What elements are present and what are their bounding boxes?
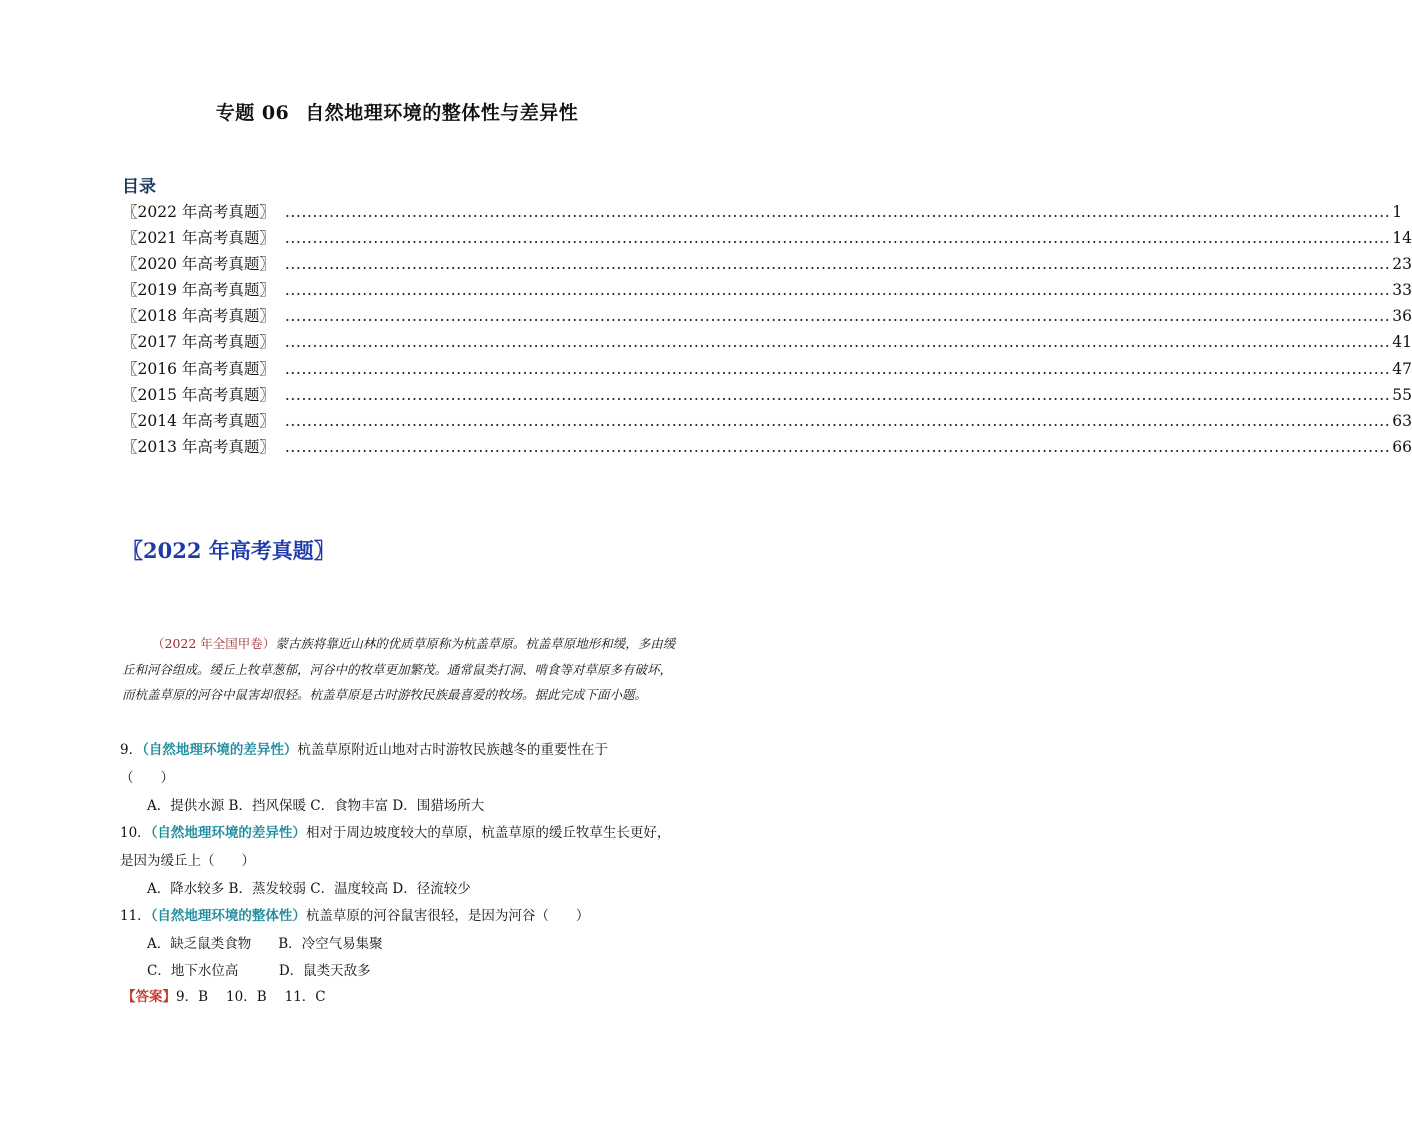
- answer-label: 【答案】: [122, 989, 176, 1005]
- question-text: 杭盖草原附近山地对古时游牧民族越冬的重要性在于: [297, 742, 608, 758]
- toc-entry[interactable]: [122, 409, 1412, 435]
- answer-value: 11．C: [284, 989, 326, 1005]
- question-text: 杭盖草原的河谷鼠害很轻，是因为河谷（ ）: [305, 908, 590, 924]
- toc-leader-dots: ........................................................................................................................................................................................................: [284, 307, 1391, 326]
- toc-leader-dots: ........................................................................................................................................................................................................: [284, 385, 1391, 404]
- toc-entry[interactable]: [122, 383, 1412, 409]
- toc-entry-label: 〖2019 年高考真题〗: [122, 281, 275, 300]
- toc-entry-page: 47: [1392, 359, 1412, 378]
- toc-entry[interactable]: [122, 226, 1412, 252]
- toc-entry[interactable]: [122, 330, 1412, 356]
- table-of-contents: [122, 200, 1412, 461]
- title-text: 自然地理环境的整体性与差异性: [305, 102, 579, 124]
- question-number: 11．: [120, 908, 151, 924]
- question-source: （2022 年全国甲卷）: [152, 636, 276, 651]
- intro-text: 蒙古族将靠近山林的优质草原称为杭盖草原。杭盖草原地形和缓，多由缓丘和河谷组成。缓丘上牧草葱郁，河谷中的牧草更加繁茂。通常鼠类打洞、啃食等对草原多有破坏，而杭盖草原的河谷中鼠害却很轻。杭盖草原是古时游牧民族最喜爱的牧场。据此完成下面小题。: [122, 636, 676, 703]
- toc-leader-dots: ........................................................................................................................................................................................................: [284, 281, 1391, 300]
- toc-entry[interactable]: [122, 435, 1412, 461]
- toc-leader-dots: ........................................................................................................................................................................................................: [284, 333, 1391, 352]
- question-text: 相对于周边坡度较大的草原，杭盖草原的缓丘牧草生长更好，: [305, 825, 671, 841]
- question-number: 9．: [120, 742, 143, 758]
- document-title: [0, 98, 794, 125]
- toc-entry-label: 〖2015 年高考真题〗: [122, 385, 275, 404]
- toc-entry-page: 55: [1392, 385, 1412, 404]
- toc-leader-dots: ........................................................................................................................................................................................................: [284, 255, 1391, 274]
- question-intro-paragraph: [122, 631, 682, 708]
- toc-entry-page: 63: [1392, 411, 1412, 430]
- toc-entry-label: 〖2014 年高考真题〗: [122, 411, 275, 430]
- section-heading: 〖2022 年高考真题〗: [122, 538, 335, 563]
- toc-entry[interactable]: [122, 252, 1412, 278]
- toc-entry-label: 〖2021 年高考真题〗: [122, 229, 275, 248]
- toc-leader-dots: ........................................................................................................................................................................................................: [284, 203, 1391, 221]
- question-11-options-row1: A．缺乏鼠类食物 B．冷空气易集聚: [147, 936, 383, 952]
- toc-entry[interactable]: [122, 278, 1412, 304]
- toc-entry-page: 33: [1392, 281, 1412, 300]
- toc-leader-dots: ........................................................................................................................................................................................................: [284, 437, 1391, 456]
- toc-heading: 目录: [122, 177, 156, 197]
- question-11-options-row2: C．地下水位高 D．鼠类天敌多: [147, 963, 371, 979]
- toc-leader-dots: ........................................................................................................................................................................................................: [284, 229, 1391, 248]
- toc-entry[interactable]: [122, 357, 1412, 383]
- toc-entry[interactable]: [122, 200, 1403, 226]
- toc-entry-page: 36: [1392, 307, 1412, 326]
- toc-entry-label: 〖2018 年高考真题〗: [122, 307, 275, 326]
- question-number: 10．: [120, 825, 151, 841]
- toc-leader-dots: ........................................................................................................................................................................................................: [284, 359, 1391, 378]
- toc-entry-page: 1: [1392, 203, 1403, 221]
- toc-entry-label: 〖2020 年高考真题〗: [122, 255, 275, 274]
- title-number: 专题 06: [215, 102, 290, 124]
- toc-entry-page: 14: [1392, 229, 1412, 248]
- answer-value: 9．B: [176, 989, 209, 1005]
- question-tag: （自然地理环境的差异性）: [142, 742, 298, 758]
- question-10-line2: 是因为缓丘上（ ）: [120, 853, 255, 869]
- question-9-options: A．提供水源 B．挡风保暖 C．食物丰富 D．围猎场所大: [147, 798, 485, 814]
- question-tag: （自然地理环境的整体性）: [150, 908, 306, 924]
- toc-entry-label: 〖2022 年高考真题〗: [122, 203, 275, 221]
- toc-entry-page: 23: [1392, 255, 1412, 274]
- toc-entry[interactable]: [122, 304, 1412, 330]
- question-tag: （自然地理环境的差异性）: [150, 825, 306, 841]
- toc-entry-page: 66: [1392, 437, 1412, 456]
- question-9: [120, 738, 608, 758]
- answer-value: 10．B: [226, 989, 267, 1005]
- question-10-options: A．降水较多 B．蒸发较弱 C．温度较高 D．径流较少: [147, 881, 471, 897]
- toc-entry-label: 〖2016 年高考真题〗: [122, 359, 275, 378]
- answer-line: [122, 985, 344, 1005]
- toc-entry-label: 〖2013 年高考真题〗: [122, 437, 275, 456]
- question-10: [120, 821, 670, 841]
- toc-entry-label: 〖2017 年高考真题〗: [122, 333, 275, 352]
- toc-leader-dots: ........................................................................................................................................................................................................: [284, 411, 1391, 430]
- question-9-line2: （ ）: [120, 770, 174, 786]
- toc-entry-page: 41: [1392, 333, 1412, 352]
- question-11: [120, 904, 589, 924]
